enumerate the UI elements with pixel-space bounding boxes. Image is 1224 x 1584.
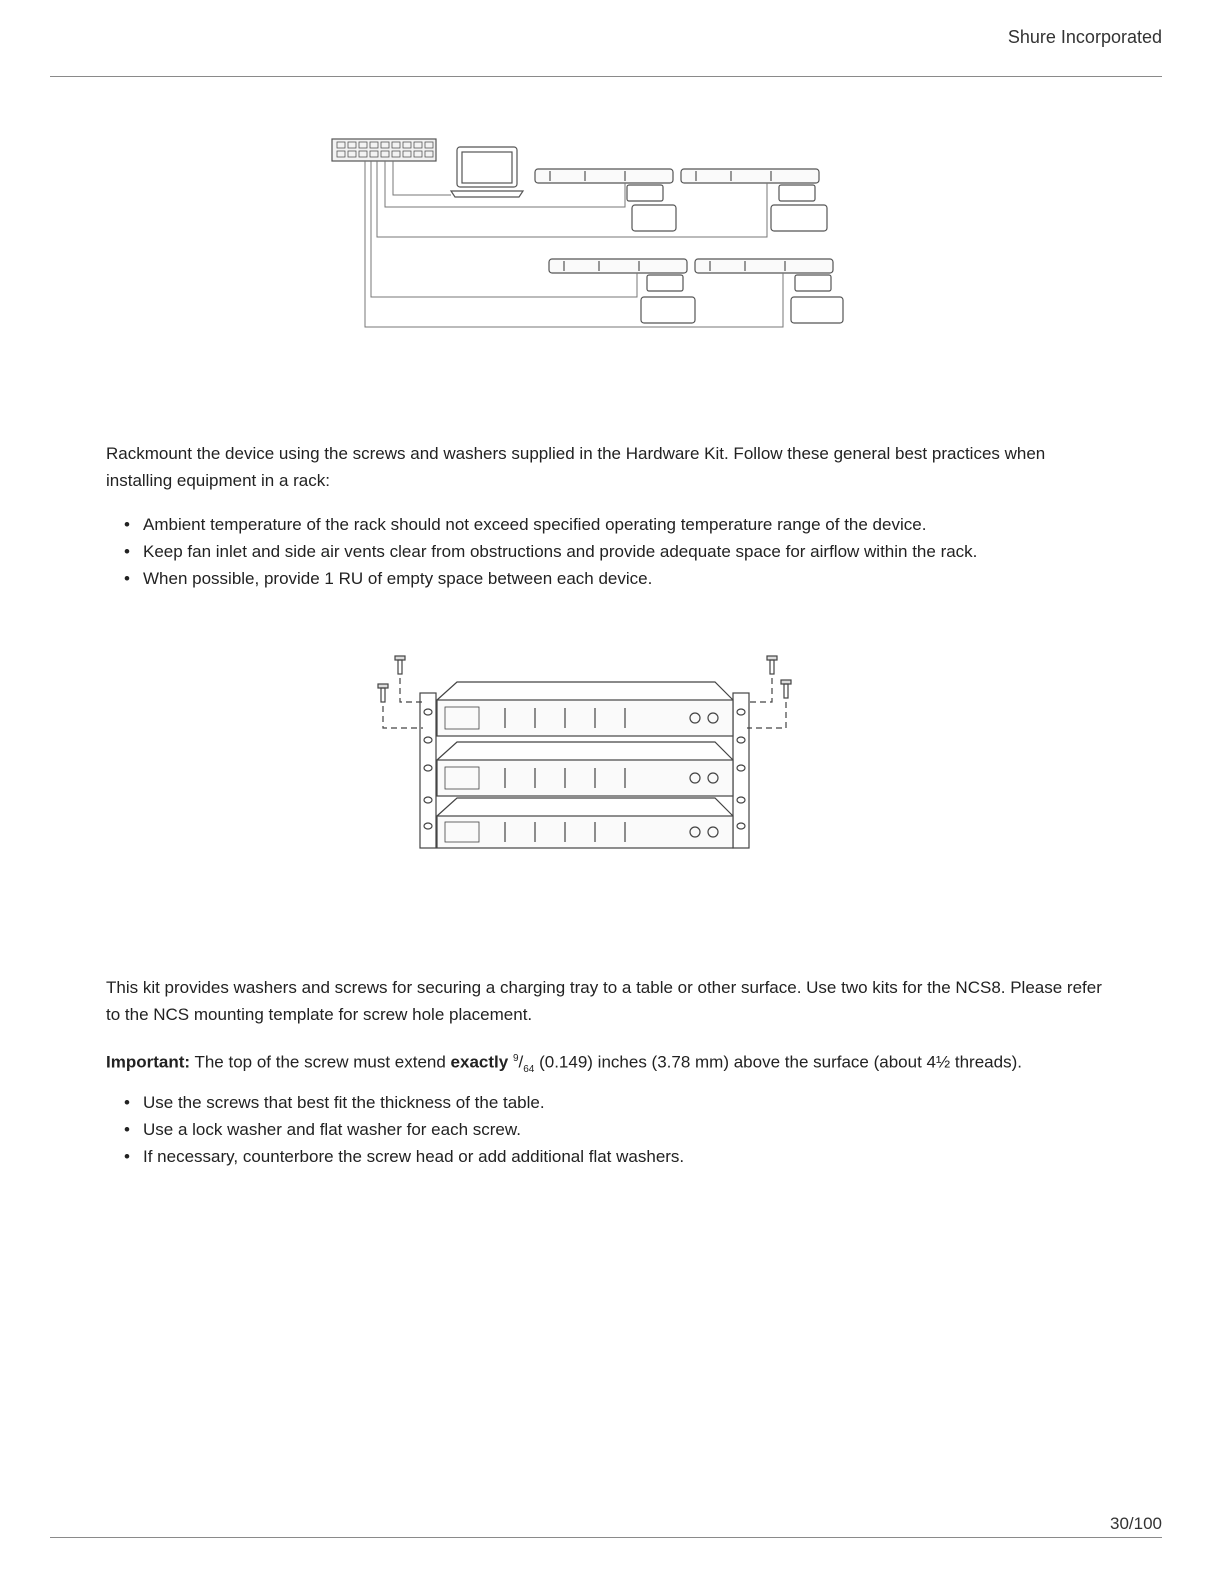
charger-unit (549, 259, 695, 323)
header-divider (50, 76, 1162, 77)
screw-icon (767, 656, 777, 674)
header-company-name: Shure Incorporated (1007, 27, 1162, 47)
rackmount-paragraph: Rackmount the device using the screws and washers supplied in the Hardware Kit. Follow these general best practices when installing equipment in a rack: (106, 444, 1046, 490)
screw-icon (781, 680, 791, 698)
rack-unit (437, 682, 733, 736)
charger-unit (681, 169, 827, 231)
screw-icon (378, 684, 388, 702)
list-item: • Keep fan inlet and side air vents clear from obstructions and provide adequate space for airflow within the rack. (106, 538, 1116, 565)
rack-best-practices-list (106, 511, 1116, 592)
network-diagram-figure (325, 135, 855, 335)
rack-mount-figure (375, 650, 800, 855)
important-text-post: (0.149) inches (3.78 mm) above the surface (about 4½ threads). (534, 1052, 1022, 1072)
important-emphasis: exactly (450, 1052, 509, 1072)
screw-guidelines-list (106, 1089, 1116, 1170)
list-item: • Use a lock washer and flat washer for each screw. (106, 1116, 1116, 1143)
important-note: Important: The top of the screw must extend exactly $^9/_{64}$ (0.149) inches (3.78 mm) above the surface (about 4½ threads). (106, 1052, 1022, 1076)
rack-unit (437, 742, 733, 796)
important-label: Important: (106, 1052, 191, 1072)
fraction-denominator: 64 (523, 1064, 535, 1076)
laptop (451, 147, 523, 197)
charger-unit (695, 259, 843, 323)
footer-divider (50, 1537, 1162, 1538)
list-item: • Ambient temperature of the rack should not exceed specified operating temperature range of the device. (106, 511, 1116, 538)
list-item: • If necessary, counterbore the screw head or add additional flat washers. (106, 1143, 1116, 1170)
list-item: • When possible, provide 1 RU of empty space between each device. (106, 565, 1116, 592)
page-number: 30/100 (1110, 1514, 1162, 1533)
charger-unit (535, 169, 676, 231)
screw-icon (395, 656, 405, 674)
fraction-numerator: 9 (512, 1053, 519, 1064)
rack-unit (437, 798, 733, 848)
charging-tray-paragraph: This kit provides washers and screws for securing a charging tray to a table or other surface. Use two kits for the NCS8. Please refer to the NCS mounting template for screw hole placement. (106, 978, 1102, 1024)
important-text-pre: The top of the screw must extend (190, 1052, 451, 1072)
list-item: • Use the screws that best fit the thickness of the table. (106, 1089, 1116, 1116)
